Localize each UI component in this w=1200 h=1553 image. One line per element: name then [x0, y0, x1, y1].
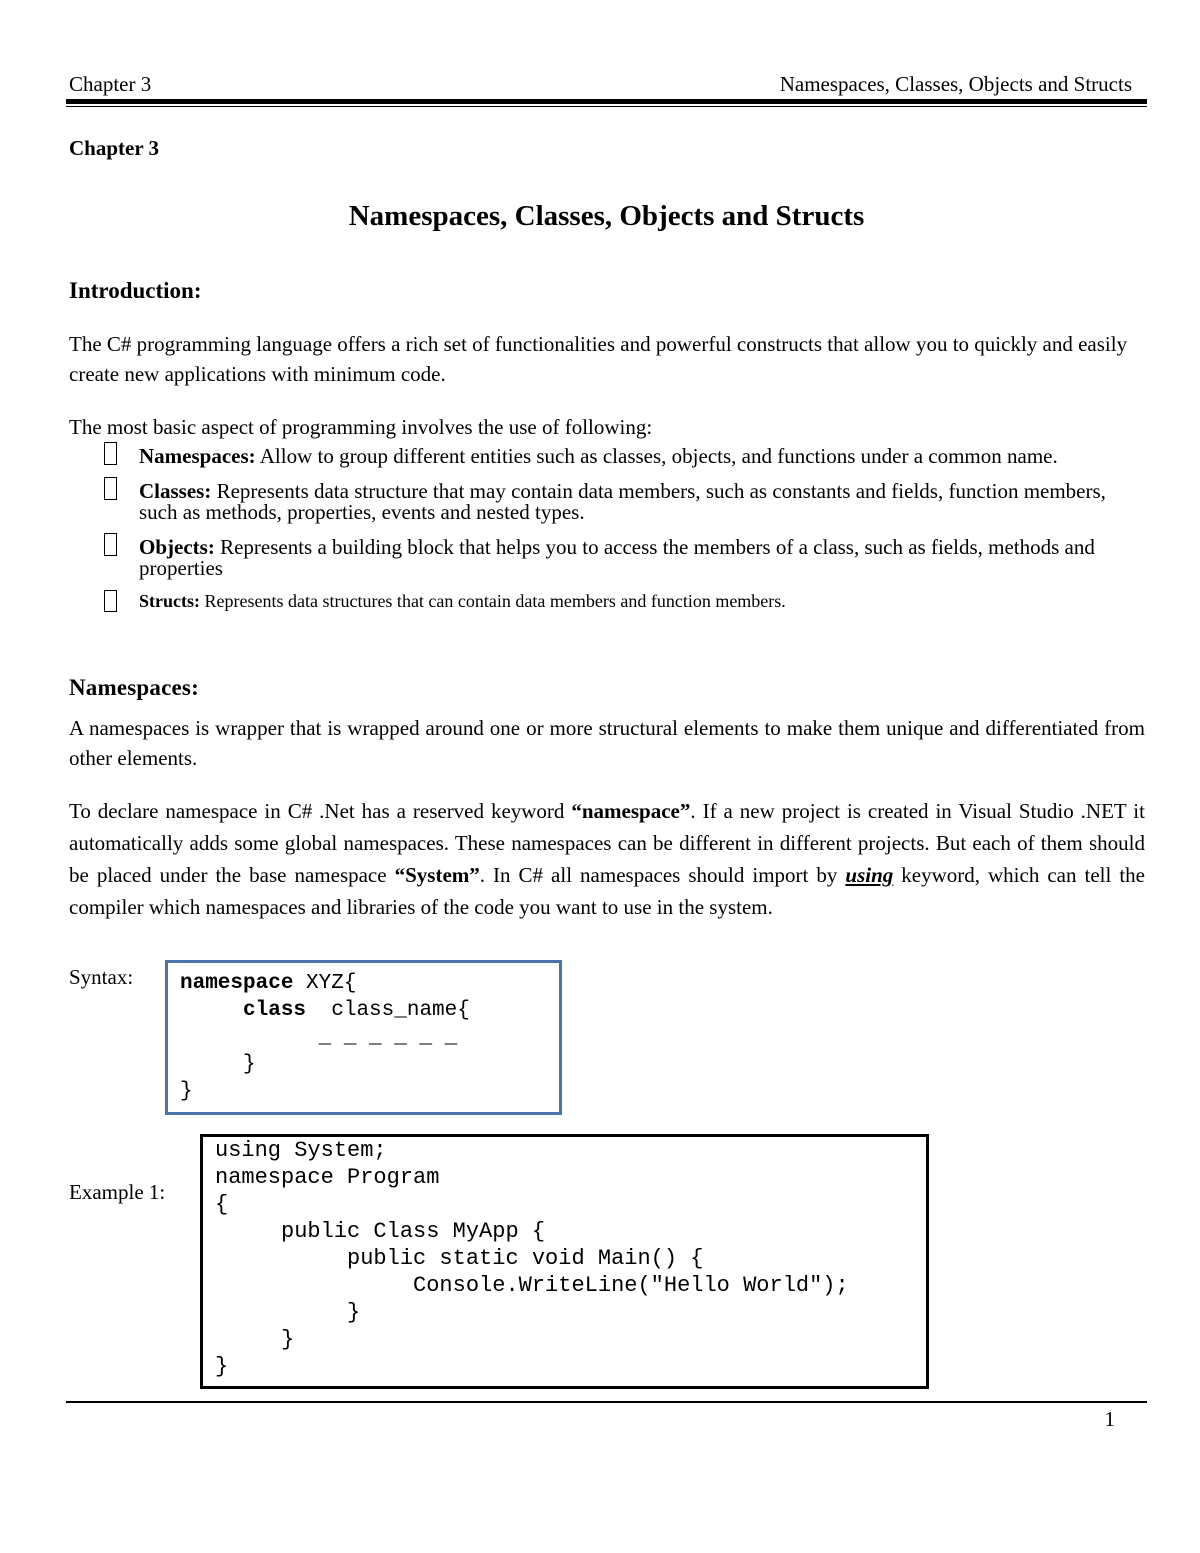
text-run: To declare namespace in C# .Net has a reserved keyword: [69, 799, 572, 823]
syntax-code: [180, 970, 470, 1105]
code-keyword: class: [243, 999, 307, 1022]
text-run: . If a new project is created in Visual Studio .NET it automatically adds some global namespaces. These namespaces can be different in different projects. But each of them should be placed under the base namespace: [69, 799, 1145, 887]
code-text: }: [180, 1080, 193, 1103]
code-text: }: [180, 1053, 256, 1076]
chapter-label: Chapter 3: [69, 136, 160, 160]
code-indent: [180, 999, 243, 1022]
namespaces-definition: A namespaces is wrapper that is wrapped around one or more structural elements to make them unique and differentiated from other elements.: [69, 716, 1145, 770]
list-item: [104, 446, 1114, 467]
namespaces-explanation: [69, 795, 1145, 923]
keyword-system: “System”: [394, 863, 480, 887]
introduction-heading: Introduction:: [69, 278, 202, 303]
list-item-text: Represents data structures that can contain data members and function members.: [200, 591, 786, 611]
namespaces-heading: Namespaces:: [69, 675, 199, 700]
text-run: . In C# all namespaces should import by: [479, 863, 846, 887]
missing-glyph-icon: [104, 442, 117, 465]
running-header-right: Namespaces, Classes, Objects and Structs: [779, 72, 1132, 96]
missing-glyph-icon: [104, 590, 117, 612]
list-item: [104, 537, 1114, 579]
code-text: XYZ{: [293, 972, 357, 995]
code-text: _ _ _ _ _ _: [180, 1026, 458, 1049]
running-header-left: Chapter 3: [69, 72, 152, 96]
syntax-label: Syntax:: [69, 965, 134, 989]
page-number: 1: [1104, 1407, 1115, 1431]
footer-rule: [66, 1401, 1147, 1403]
list-item-text: Represents a building block that helps you to access the members of a class, such as fields, methods and properties: [139, 535, 1095, 580]
keyword-namespace: “namespace”: [571, 799, 691, 823]
concept-list: [104, 446, 1114, 626]
header-rule: [66, 99, 1147, 104]
list-item-text: Allow to group different entities such as classes, objects, and functions under a common name.: [255, 444, 1058, 468]
header-rule-thin: [66, 106, 1147, 107]
list-item-term: Structs:: [139, 591, 200, 611]
code-text: class_name{: [306, 999, 470, 1022]
list-item-term: Classes:: [139, 479, 212, 503]
example-label: Example 1:: [69, 1180, 166, 1204]
list-item: [104, 591, 1114, 612]
introduction-lead-in: The most basic aspect of programming involves the use of following:: [69, 415, 653, 439]
missing-glyph-icon: [104, 477, 117, 500]
introduction-paragraph: The C# programming language offers a rich set of functionalities and powerful constructs that allow you to quickly and easily create new applications with minimum code.: [69, 332, 1128, 386]
example-code: using System; namespace Program { public Class MyApp { public static void Main() { Console.WriteLine("Hello World"); } } }: [215, 1138, 849, 1379]
list-item-term: Objects:: [139, 535, 215, 559]
list-item-text: Represents data structure that may contain data members, such as constants and fields, function members, such as methods, properties, events and nested types.: [139, 479, 1106, 524]
list-item-term: Namespaces:: [139, 444, 256, 468]
missing-glyph-icon: [104, 533, 117, 556]
list-item: [104, 481, 1114, 523]
text-run: keyword, which can tell the compiler which namespaces and libraries of the code you want to use in the system.: [69, 863, 1145, 919]
keyword-using: using: [845, 863, 894, 887]
page-title: Namespaces, Classes, Objects and Structs: [348, 200, 865, 232]
code-keyword: namespace: [180, 972, 294, 995]
